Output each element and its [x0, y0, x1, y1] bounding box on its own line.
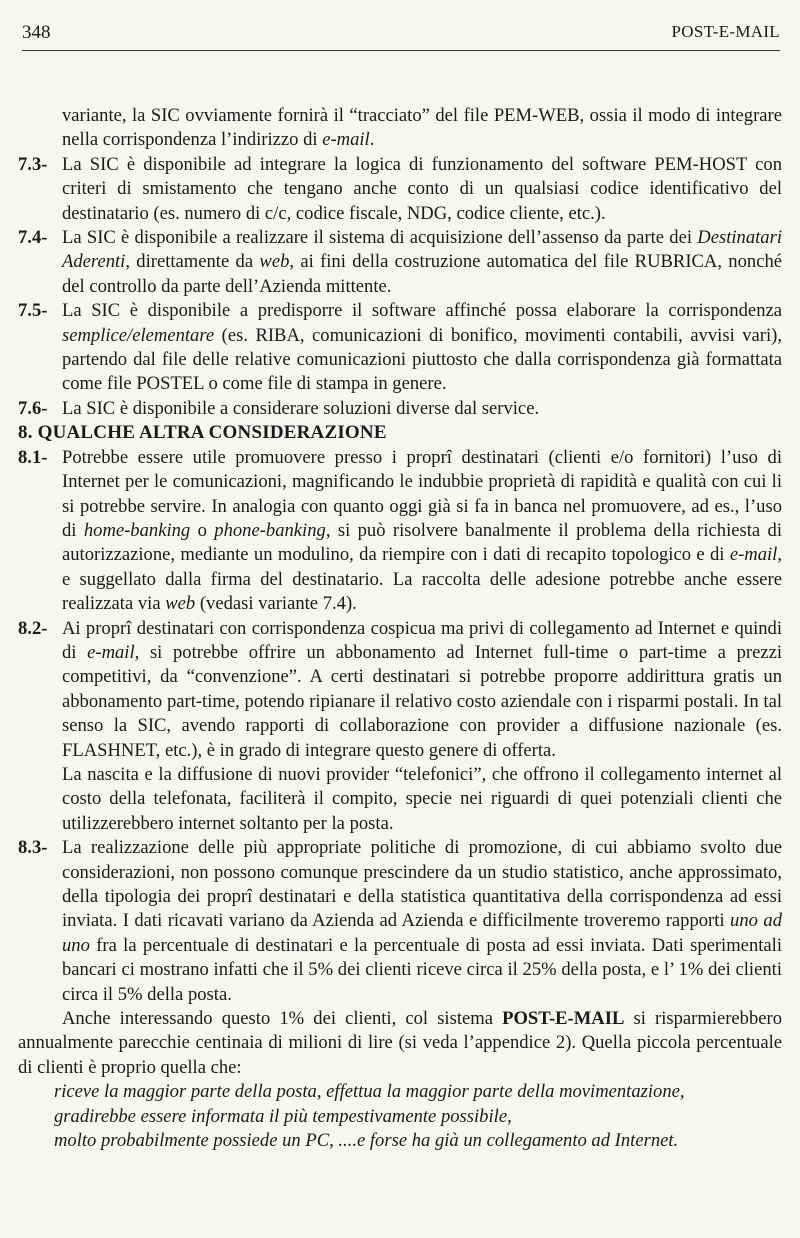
quote-line: molto probabilmente possiede un PC, ....e forse ha già un collegamento ad Internet. — [54, 1130, 679, 1152]
section-heading: 8. QUALCHE ALTRA CONSIDERAZIONE — [18, 422, 387, 444]
item-number: 8.2- — [18, 617, 48, 639]
page-number: 348 — [22, 22, 51, 43]
item-8-1: 8.1- Potrebbe essere utile promuovere presso i proprî destinatari (clienti e/o fornitori) l’uso di Internet per le comunicazioni, magnificando le indubbie proprietà di rapidità e qualità con cui li si potrebbe servire. In analogia con quanto oggi già si fa in banca nel promuovere, ad es., l’uso di home-banking o phone-banking, si può risolvere banalmente il problema della richiesta di autorizzazione, mediante un modulino, da riempire con i dati di recapito topologico e di e-mail, e suggellato dalla firma del destinatario. La raccolta delle adesione potrebbe anche essere realizzata via web (vedasi variante 7.4). — [18, 446, 782, 615]
item-8-2-continuation: La nascita e la diffusione di nuovi provider “telefonici”, che offrono il collegamento internet al costo della telefonata, faciliterà il compito, specie nei riguardi di quei potenziali clienti che utilizzerebbero internet soltanto per la posta. — [62, 763, 782, 834]
item-8-3: 8.3- La realizzazione delle più appropriate politiche di promozione, di cui abbiamo svolto due considerazioni, non possono comunque prescindere da un studio statistico, anche approssimato, della tipologia dei proprî destinatari e della statistica quantitativa della corrispondenza ad essi inviata. I dati ricavati variano da Azienda ad Azienda e difficilmente troveremo rapporti uno ad uno fra la percentuale di destinatari e la percentuale di posta ad essi inviata. Dati sperimentali bancari ci mostrano infatti che il 5% dei clienti riceve circa il 25% della posta, e l’ 1% dei clienti circa il 5% della posta. — [18, 837, 782, 1005]
running-title: POST-E-MAIL — [671, 22, 780, 41]
body-text — [18, 104, 782, 1153]
continuation-paragraph: variante, la SIC ovviamente fornirà il “tracciato” del file PEM-WEB, ossia il modo di integrare nella corrispondenza l’indirizzo di e-mail. — [62, 105, 782, 151]
item-7-4: 7.4- La SIC è disponibile a realizzare il sistema di acquisizione dell’assenso da parte dei Destinatari Aderenti, direttamente da web, ai fini della costruzione automatica del file RUBRICA, nonché del controllo da parte dell’Azienda mittente. — [18, 227, 782, 297]
item-7-3: 7.3- La SIC è disponibile ad integrare la logica di funzionamento del software PEM-HOST con criteri di smistamento che tengano anche conto di un qualsiasi codice identificativo del destinatario (es. numero di c/c, codice fiscale, NDG, codice cliente, etc.). — [18, 153, 782, 224]
item-number: 7.4- — [18, 227, 48, 249]
page-header — [22, 22, 780, 51]
quote-line: riceve la maggior parte della posta, effettua la maggior parte della movimentazione, — [54, 1081, 685, 1103]
closing-paragraph: Anche interessando questo 1% dei clienti, col sistema POST-E-MAIL si risparmierebbero annualmente parecchie centinaia di milioni di lire (si veda l’appendice 2). Quella piccola percentuale di clienti è proprio quella che: — [18, 1008, 782, 1078]
item-7-5: 7.5- La SIC è disponibile a predisporre il software affinché possa elaborare la corrispondenza semplice/elementare (es. RIBA, comunicazioni di bonifico, movimenti contabili, avvisi vari), partendo dal file delle relative comunicazioni piuttosto che dalla corrispondenza già formattata come file POSTEL o come file di stampa in genere. — [18, 300, 782, 395]
item-number: 7.6- — [18, 397, 48, 419]
item-number: 7.3- — [18, 153, 48, 175]
item-7-6: 7.6- La SIC è disponibile a considerare soluzioni diverse dal service. — [18, 397, 782, 421]
item-number: 8.3- — [18, 837, 48, 859]
item-number: 7.5- — [18, 300, 48, 322]
quote-line: gradirebbe essere informata il più tempestivamente possibile, — [54, 1105, 512, 1127]
item-8-2: 8.2- Ai proprî destinatari con corrispondenza cospicua ma privi di collegamento ad Internet e quindi di e-mail, si potrebbe offrire un abbonamento ad Internet full-time o part-time a prezzi competitivi, da “convenzione”. A certi destinatari si potrebbe proporre addirittura gratis un abbonamento part-time, potendo ripianare il relativo costo aziendale con i risparmi postali. In tal senso la SIC, avendo rapporti di collaborazione con provider a diffusione nazionale (es. FLASHNET, etc.), è in grado di integrare questo genere di offerta. — [18, 617, 782, 761]
item-number: 8.1- — [18, 446, 48, 468]
